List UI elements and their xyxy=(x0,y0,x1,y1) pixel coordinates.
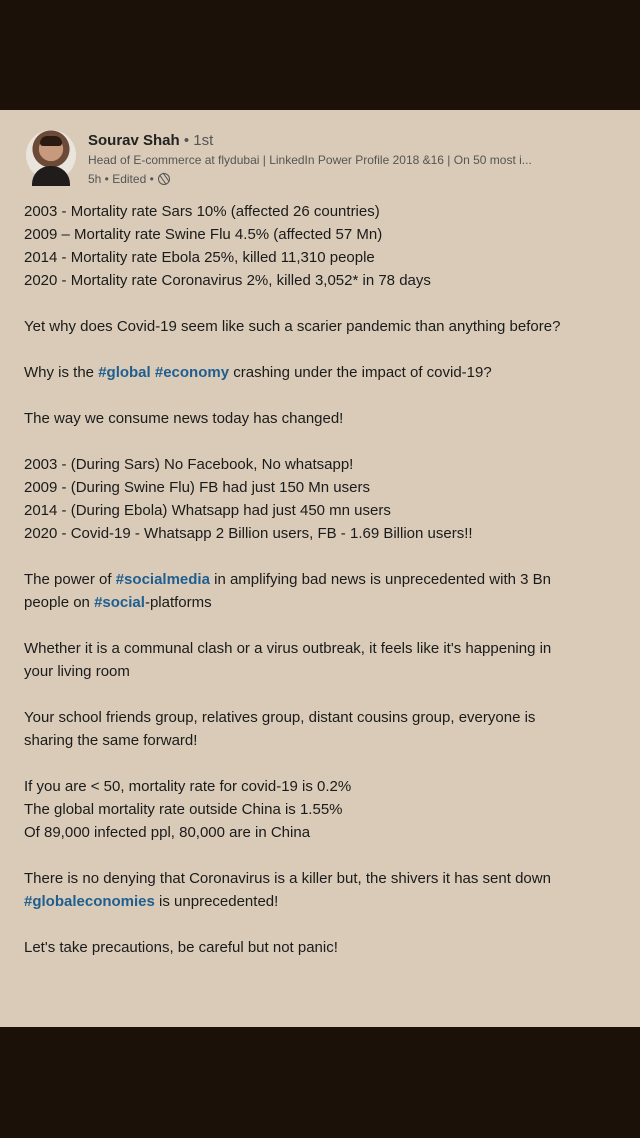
globe-icon xyxy=(158,173,170,185)
post-text: is unprecedented! xyxy=(154,893,279,910)
post-text: 2014 - Mortality rate Ebola 25%, killed 11,310 people xyxy=(24,249,375,266)
post-line xyxy=(24,982,624,1005)
post-line xyxy=(24,522,624,545)
post-text: 2020 - Covid-19 - Whatsapp 2 Billion users, FB - 1.69 Billion users!! xyxy=(24,525,473,542)
post-paragraph xyxy=(24,361,624,384)
post-text: -platforms xyxy=(144,594,212,611)
post-line xyxy=(24,223,624,246)
post-text: 2009 – Mortality rate Swine Flu 4.5% (affected 57 Mn) xyxy=(24,226,383,243)
post-text: 2003 - Mortality rate Sars 10% (affected 26 countries) xyxy=(24,203,380,220)
post-line xyxy=(24,660,624,683)
post-line xyxy=(24,200,624,223)
avatar-hair xyxy=(40,136,62,146)
post-text: 2009 - (During Swine Flu) FB had just 150 Mn users xyxy=(24,479,370,496)
post-text: Your school friends group, relatives group, distant cousins group, everyone is xyxy=(24,709,536,726)
post-line xyxy=(24,867,624,890)
post-line xyxy=(24,706,624,729)
post-line xyxy=(24,269,624,292)
post-header xyxy=(26,130,626,190)
post-line xyxy=(24,729,624,752)
hashtag-link[interactable]: #global #economy xyxy=(98,364,230,381)
post-text: 2003 - (During Sars) No Facebook, No whatsapp! xyxy=(24,456,354,473)
hashtag-link[interactable]: #globaleconomies xyxy=(24,893,155,910)
author-headline: Head of E-commerce at flydubai | LinkedIn Power Profile 2018 &16 | On 50 most i... xyxy=(88,153,532,167)
author-name-line xyxy=(88,132,213,149)
top-letterbox xyxy=(0,0,640,110)
post-line xyxy=(24,453,624,476)
post-line xyxy=(24,637,624,660)
post-text: The power of xyxy=(24,571,116,588)
avatar-shirt xyxy=(32,166,70,186)
post-paragraph xyxy=(24,200,624,292)
author-name[interactable]: Sourav Shah xyxy=(88,132,180,149)
post-paragraph xyxy=(24,867,624,913)
post-paragraph xyxy=(24,315,624,338)
post-line xyxy=(24,591,624,614)
post-line xyxy=(24,936,624,959)
post-line xyxy=(24,821,624,844)
post-text: If you are < 50, mortality rate for covid-19 is 0.2% xyxy=(24,778,352,795)
post-line xyxy=(24,407,624,430)
post-line xyxy=(24,499,624,522)
post-paragraph xyxy=(24,453,624,545)
post-text: The global mortality rate outside China is 1.55% xyxy=(24,801,343,818)
post-text: 2014 - (During Ebola) Whatsapp had just 450 mn users xyxy=(24,502,391,519)
post-line xyxy=(24,798,624,821)
connection-degree: • 1st xyxy=(183,132,214,149)
post-paragraph xyxy=(24,706,624,752)
bottom-letterbox xyxy=(0,1027,640,1138)
post-text: There is no denying that Coronavirus is a killer but, the shivers it has sent down xyxy=(24,870,551,887)
post-text: sharing the same forward! xyxy=(24,732,198,749)
post-line xyxy=(24,775,624,798)
post-paragraph xyxy=(24,407,624,430)
post-time-edited: 5h • Edited • xyxy=(88,172,154,186)
post-text: 2020 - Mortality rate Coronavirus 2%, killed 3,052* in 78 days xyxy=(24,272,431,289)
post-paragraph xyxy=(24,775,624,844)
post-paragraph xyxy=(24,936,624,959)
author-avatar[interactable] xyxy=(26,130,76,180)
post-text: The way we consume news today has changed! xyxy=(24,410,344,427)
post-line xyxy=(24,476,624,499)
post-text: your living room xyxy=(24,663,130,680)
post-text: Of 89,000 infected ppl, 80,000 are in China xyxy=(24,824,311,841)
post-text: people on xyxy=(24,594,95,611)
post-paragraph xyxy=(24,637,624,683)
post-line xyxy=(24,890,624,913)
hashtag-link[interactable]: #socialmedia xyxy=(115,571,210,588)
post-text: Whether it is a communal clash or a virus outbreak, it feels like it's happening in xyxy=(24,640,552,657)
post-text: Let's take precautions, be careful but not panic! xyxy=(24,939,338,956)
post-meta xyxy=(88,172,170,186)
post-text: Why is the xyxy=(24,364,99,381)
post-line xyxy=(24,568,624,591)
post-line xyxy=(24,315,624,338)
post-line xyxy=(24,361,624,384)
post-paragraph xyxy=(24,568,624,614)
post-text: Yet why does Covid-19 seem like such a scarier pandemic than anything before? xyxy=(24,318,561,335)
post-body xyxy=(24,200,624,1074)
post-paragraph xyxy=(24,982,624,1005)
post-line xyxy=(24,246,624,269)
hashtag-link[interactable]: #social xyxy=(94,594,145,611)
post-text: in amplifying bad news is unprecedented with 3 Bn xyxy=(209,571,551,588)
post-card xyxy=(0,110,640,1027)
post-text: crashing under the impact of covid-19? xyxy=(229,364,492,381)
